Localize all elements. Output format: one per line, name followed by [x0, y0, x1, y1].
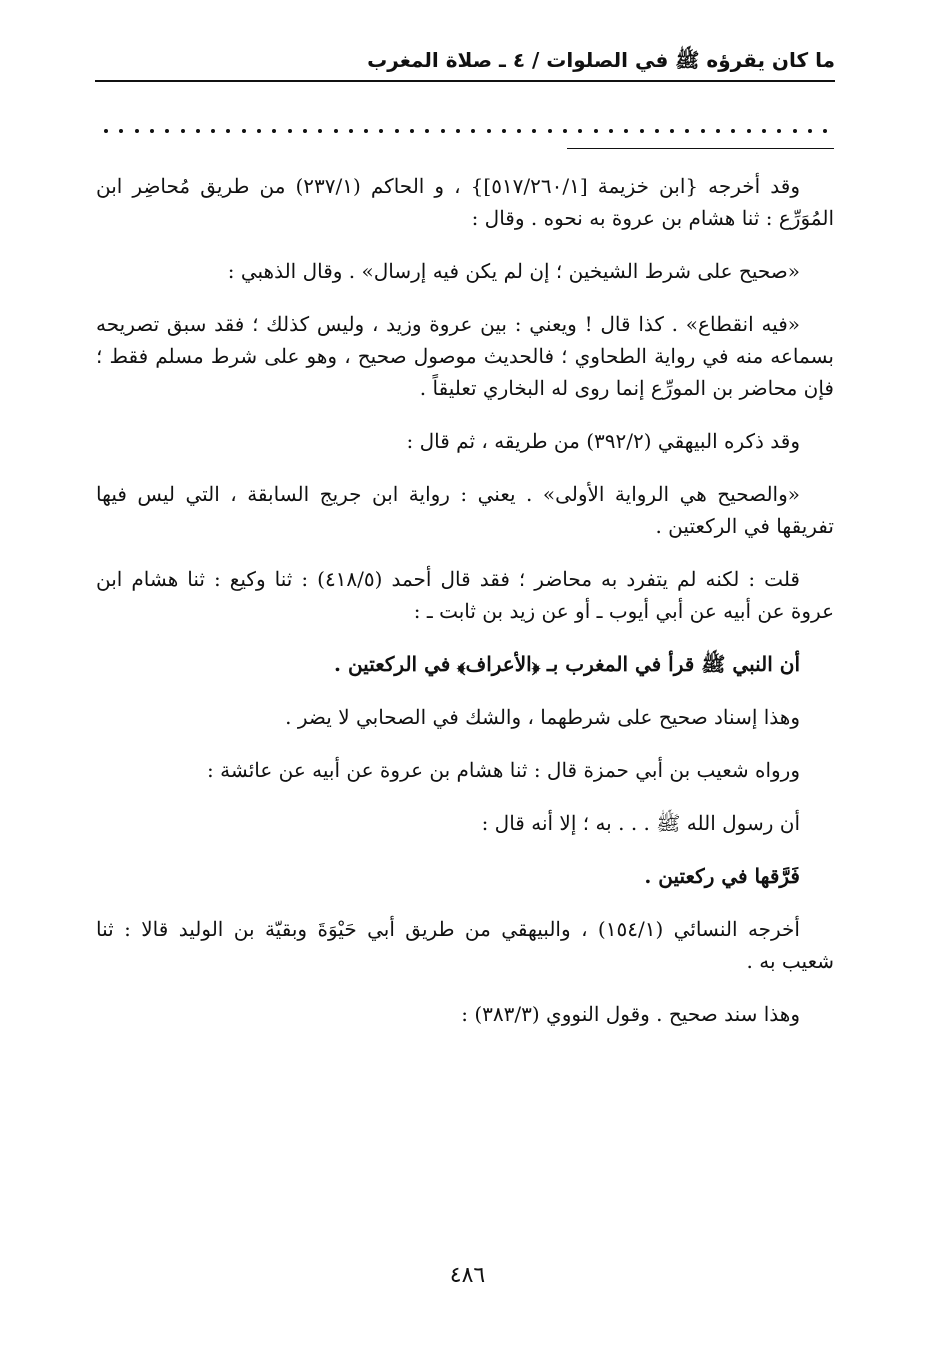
separator-dot	[242, 129, 246, 133]
separator-dot	[701, 129, 705, 133]
paragraph-text: «والصحيح هي الرواية الأولى» . يعني : رواية ابن جريج السابقة ، التي ليس فيها تفريقها في الركعتين .	[96, 482, 834, 538]
paragraph-6	[96, 563, 834, 627]
separator-dot	[104, 129, 108, 133]
paragraph-10: أن رسول الله ﷺ . . . به ؛ إلا أنه قال :	[481, 811, 800, 835]
separator-dot	[670, 129, 674, 133]
paragraph-11: فَرَّقها في ركعتين .	[644, 864, 800, 888]
separator-dot	[272, 129, 276, 133]
page-body	[96, 170, 834, 1051]
separator-dot	[318, 129, 322, 133]
separator-dot	[364, 129, 368, 133]
paragraph-2: «صحيح على شرط الشيخين ؛ إن لم يكن فيه إرسال» . وقال الذهبي :	[227, 259, 800, 283]
separator-dot	[777, 129, 781, 133]
separator-dot	[532, 129, 536, 133]
separator-dot	[762, 129, 766, 133]
separator-dot	[196, 129, 200, 133]
paragraph-12	[96, 913, 834, 977]
separator-dot	[135, 129, 139, 133]
separator-dot	[747, 129, 751, 133]
separator-dot	[303, 129, 307, 133]
dotted-separator	[100, 120, 830, 140]
separator-dot	[150, 129, 154, 133]
separator-dot	[731, 129, 735, 133]
separator-dot	[594, 129, 598, 133]
separator-dot	[456, 129, 460, 133]
separator-dot	[685, 129, 689, 133]
paragraph-5	[96, 478, 834, 542]
separator-dot	[624, 129, 628, 133]
separator-dot	[395, 129, 399, 133]
paragraph-text: أخرجه النسائي (١٥٤/١) ، والبيهقي من طريق أبي حَيْوَةَ وبقيّة بن الوليد قالا : ثنا شعيب به .	[96, 917, 834, 973]
separator-dot	[441, 129, 445, 133]
paragraph-4: وقد ذكره البيهقي (٣٩٢/٢) من طريقه ، ثم قال :	[406, 429, 800, 453]
separator-dot	[716, 129, 720, 133]
separator-dot	[471, 129, 475, 133]
separator-dot	[517, 129, 521, 133]
separator-dot	[257, 129, 261, 133]
separator-dot	[119, 129, 123, 133]
paragraph-9: ورواه شعيب بن أبي حمزة قال : ثنا هشام بن عروة عن أبيه عن عائشة :	[207, 758, 800, 782]
separator-dot	[226, 129, 230, 133]
separator-dot	[823, 129, 827, 133]
paragraph-text: «فيه انقطاع» . كذا قال ! ويعني : بين عروة وزيد ، وليس كذلك ؛ فقد سبق تصريحه بسماعه منه في رواية الطحاوي ؛ فالحديث موصول صحيح ، وهو على شرط مسلم فقط ؛ فإن محاضر بن المورِّع إنما روى له البخاري تعليقاً .	[96, 312, 834, 400]
separator-dot	[578, 129, 582, 133]
paragraph-text: قلت : لكنه لم يتفرد به محاضر ؛ فقد قال أحمد (٤١٨/٥) : ثنا وكيع : ثنا هشام ابن عروة عن أبيه عن أبي أيوب ـ أو عن زيد بن ثابت ـ :	[96, 567, 834, 623]
paragraph-13: وهذا سند صحيح . وقول النووي (٣٨٣/٣) :	[461, 1002, 800, 1026]
separator-dot	[165, 129, 169, 133]
paragraph-7: أن النبي ﷺ قرأ في المغرب بـ ﴿الأعراف﴾ في الركعتين .	[334, 652, 800, 676]
paragraph-3	[96, 308, 834, 404]
separator-dot	[181, 129, 185, 133]
separator-dot	[410, 129, 414, 133]
separator-dot	[349, 129, 353, 133]
separator-dot	[334, 129, 338, 133]
separator-dot	[502, 129, 506, 133]
running-header: ما كان يقرؤه ﷺ في الصلوات / ٤ ـ صلاة المغرب	[367, 48, 835, 72]
separator-dot	[655, 129, 659, 133]
separator-dot	[808, 129, 812, 133]
header-rule	[95, 80, 835, 82]
separator-dot	[211, 129, 215, 133]
separator-dot	[609, 129, 613, 133]
separator-dot	[487, 129, 491, 133]
separator-dot	[640, 129, 644, 133]
separator-dot	[379, 129, 383, 133]
separator-dot	[425, 129, 429, 133]
separator-dot	[563, 129, 567, 133]
paragraph-8: وهذا إسناد صحيح على شرطهما ، والشك في الصحابي لا يضر .	[285, 705, 800, 729]
paragraph-text: وقد أخرجه {ابن خزيمة [٥١٧/٢٦٠/١]} ، و الحاكم (٢٣٧/١) من طريق مُحاضِر ابن المُوَرِّع : ثنا هشام بن عروة به نحوه . وقال :	[96, 174, 834, 230]
page-number: ٤٨٦	[449, 1263, 486, 1288]
separator-dot	[793, 129, 797, 133]
separator-dot	[548, 129, 552, 133]
separator-dot	[288, 129, 292, 133]
paragraph-1	[96, 170, 834, 234]
footnote-rule	[567, 148, 834, 149]
